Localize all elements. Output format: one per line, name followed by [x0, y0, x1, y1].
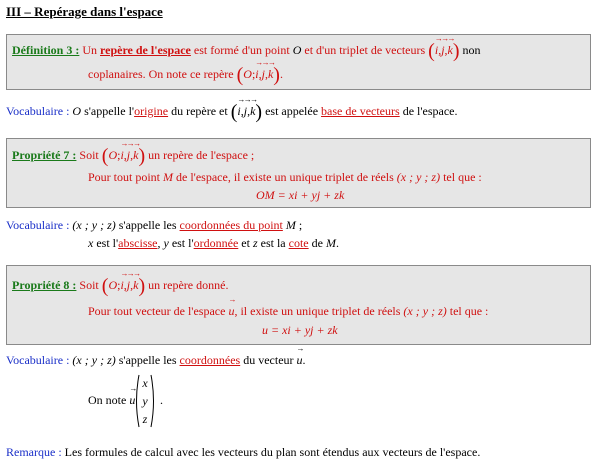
- propriete-8-formula: u = xi + yj + zk: [262, 323, 338, 337]
- col-y: y: [142, 394, 148, 408]
- propriete-8-line2: Pour tout vecteur de l'espace → u, il existe un unique triplet de réels (x ; y ; z) tel que :: [88, 304, 488, 319]
- period: .: [160, 393, 163, 407]
- section-title: III – Repérage dans l'espace: [6, 4, 163, 19]
- definition-3-line1: Définition 3 : Un repère de l'espace est formé d'un point O et d'un triplet de vecteurs (→ i,→ j,→ k) non: [12, 43, 481, 58]
- remarque: Remarque : Les formules de calcul avec les vecteurs du plan sont étendus aux vecteurs de l'espace.: [6, 445, 481, 459]
- term-repere: repère de l'espace: [100, 43, 191, 57]
- vocabulaire-3: Vocabulaire : (x ; y ; z) s'appelle les coordonnées du vecteur → u.: [6, 353, 306, 368]
- col-x: x: [142, 376, 148, 390]
- col-z: z: [142, 412, 148, 426]
- vocabulaire-2-line1: Vocabulaire : (x ; y ; z) s'appelle les coordonnées du point M ;: [6, 218, 303, 232]
- on-note-label: On note → u: [88, 393, 135, 408]
- propriete-8-line1: Propriété 8 : Soit (O;→ i,→ j,→ k) un repère donné.: [12, 278, 228, 293]
- propriete-7-line1: Propriété 7 : Soit (O;→ i,→ j,→ k) un repère de l'espace ;: [12, 148, 254, 163]
- vocabulaire-2-line2: x est l'abscisse, y est l'ordonnée et z est la cote de M.: [88, 236, 339, 250]
- propriete-7-line2: Pour tout point M de l'espace, il existe un unique triplet de réels (x ; y ; z) tel que :: [88, 170, 482, 184]
- definition-3-label: Définition 3 :: [12, 43, 80, 57]
- definition-3-line2: coplanaires. On note ce repère (O;→ i,→ j,→ k).: [88, 67, 283, 82]
- column-vector: [132, 373, 158, 429]
- propriete-7-formula: OM = xi + yj + zk: [256, 188, 345, 202]
- vocabulaire-1: Vocabulaire : O s'appelle l'origine du repère et (→ i,→ j,→ k) est appelée base de vecteurs de l'espace.: [6, 104, 457, 119]
